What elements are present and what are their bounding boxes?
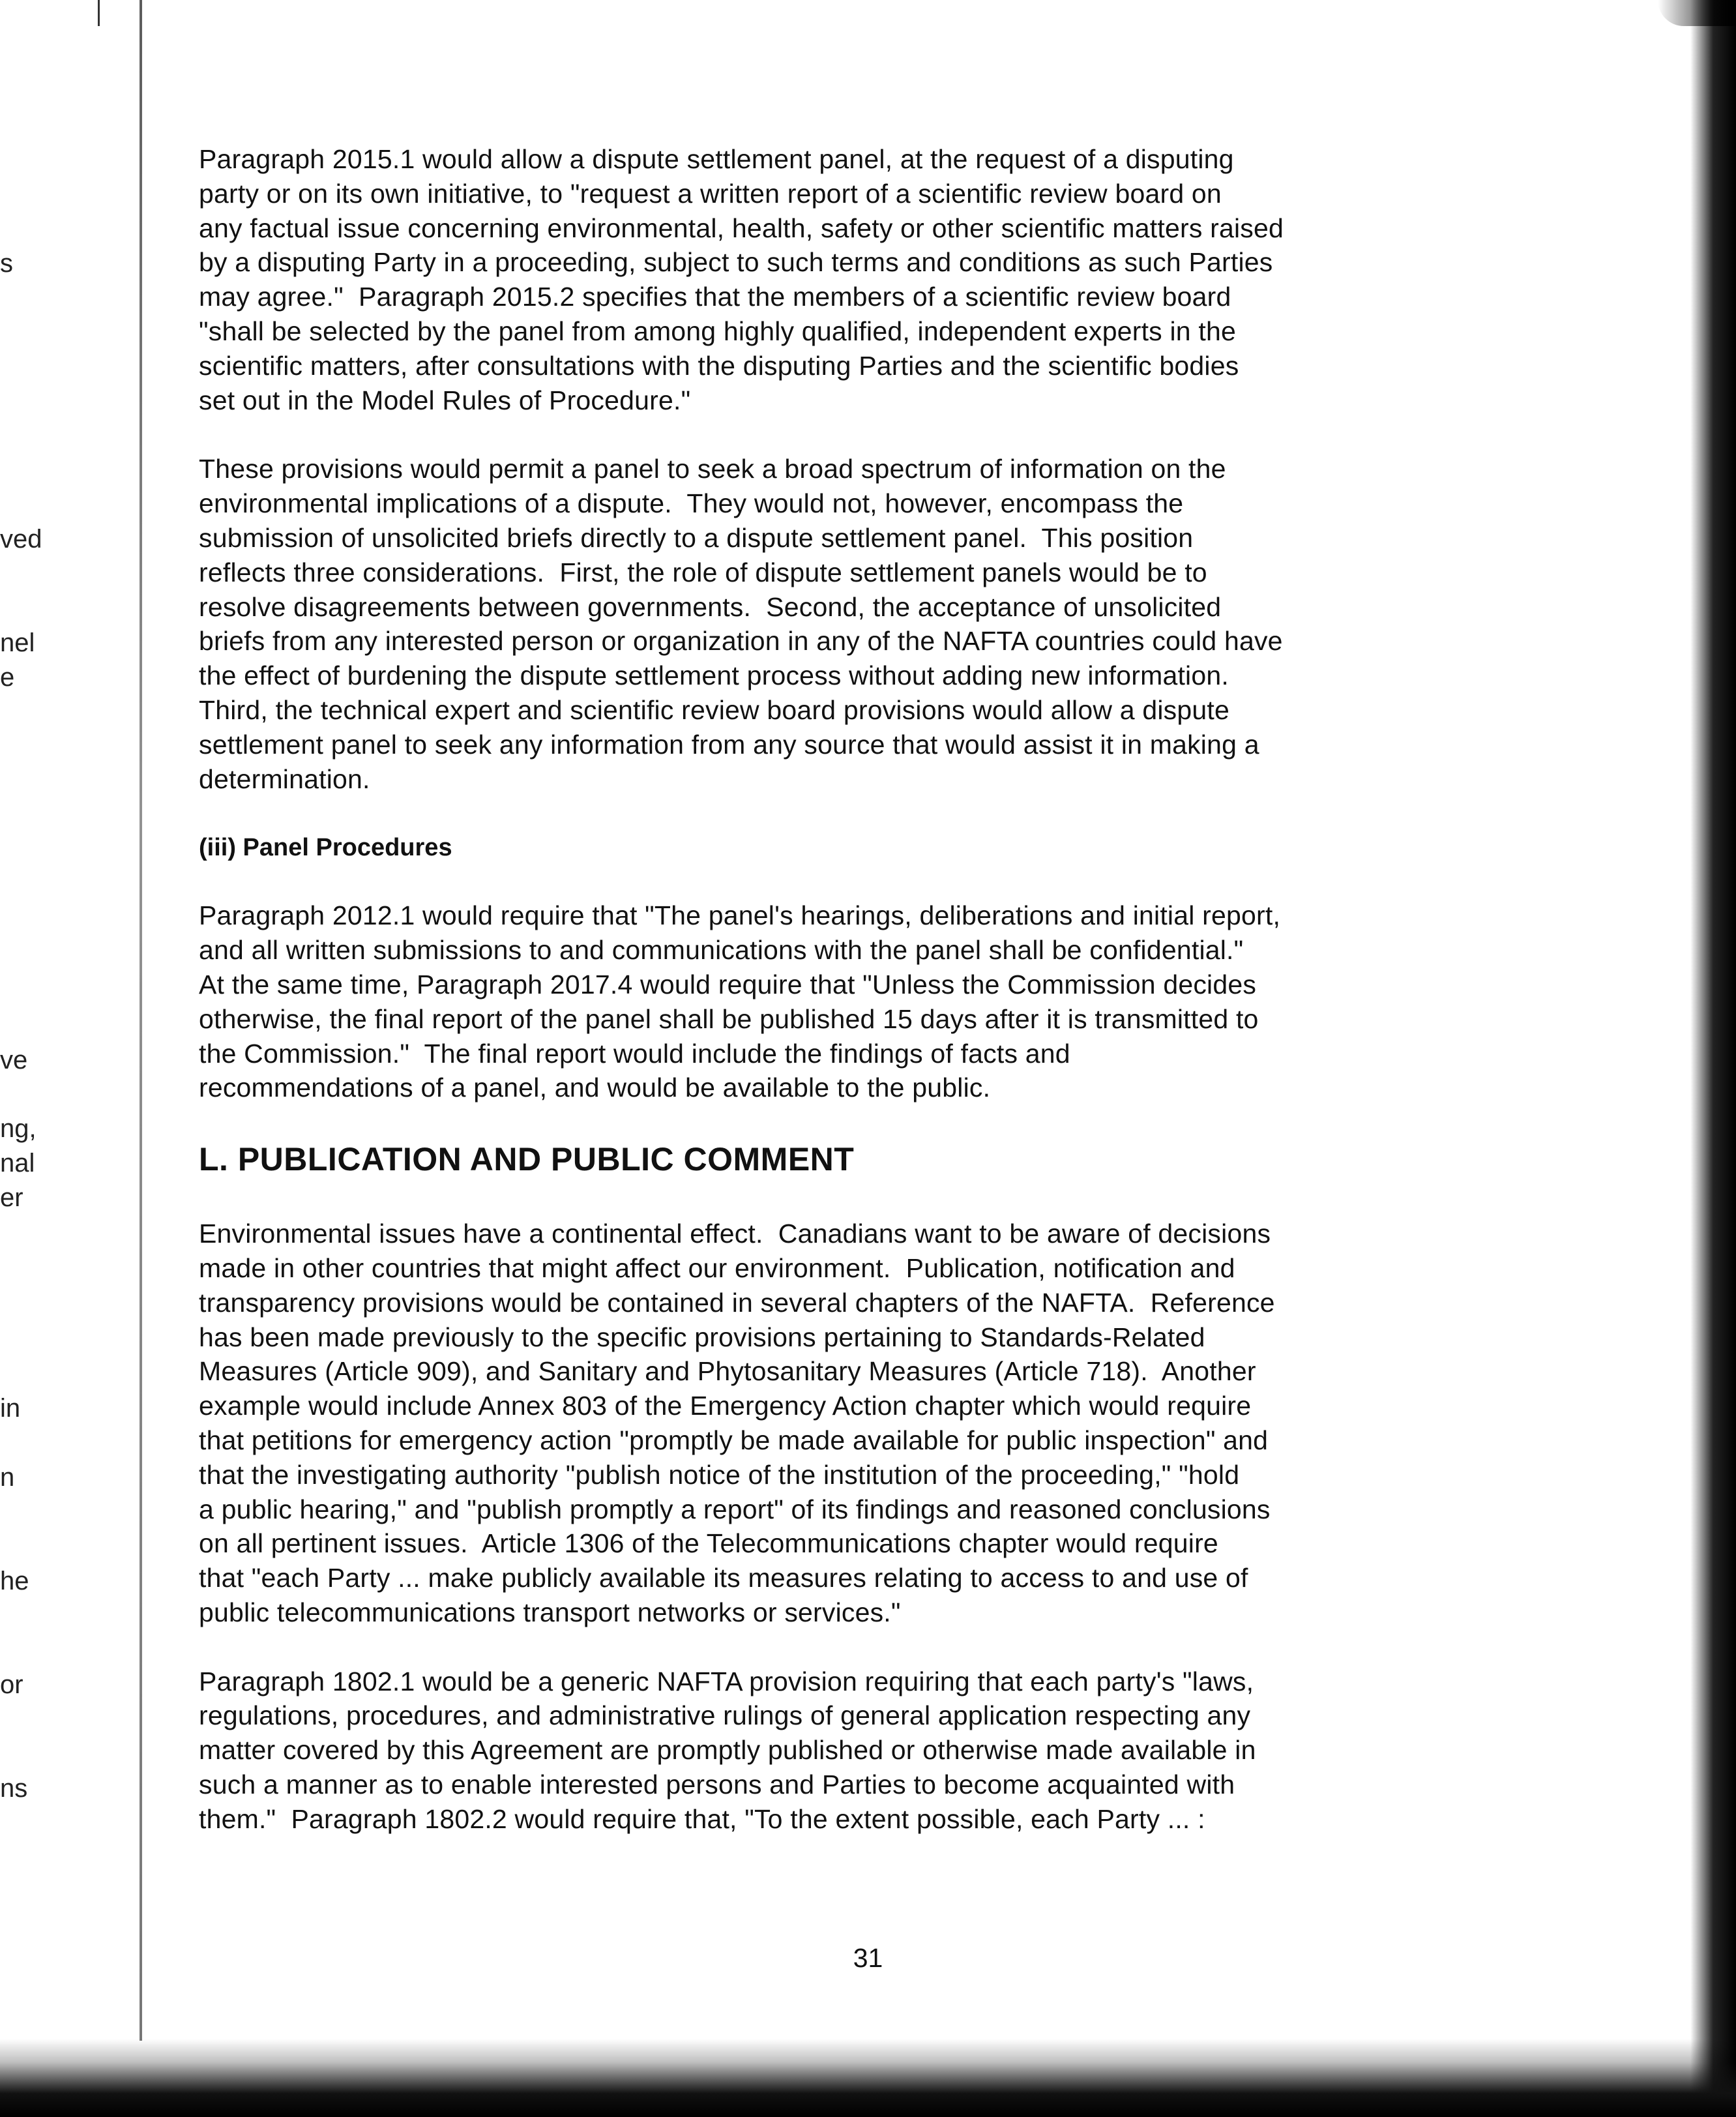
margin-fragment: nal	[0, 1149, 35, 1177]
text-line: Paragraph 2015.1 would allow a dispute settlement panel, at the request of a disputing	[199, 144, 1234, 174]
text-line: set out in the Model Rules of Procedure."	[199, 385, 691, 415]
text-line: Paragraph 2012.1 would require that "The panel's hearings, deliberations and initial report,	[199, 900, 1281, 931]
margin-fragment: he	[0, 1567, 29, 1595]
page-corner-curl	[1658, 0, 1736, 26]
page-number: 31	[853, 1943, 883, 1973]
margin-fragment: ns	[0, 1774, 28, 1803]
page-edge-shadow-bottom	[0, 2039, 1736, 2117]
text-line: Environmental issues have a continental effect. Canadians want to be aware of decisions	[199, 1219, 1271, 1249]
text-line: settlement panel to seek any information from any source that would assist it in making a	[199, 729, 1259, 760]
paragraph-continental-effect	[199, 1217, 1503, 1630]
text-line: example would include Annex 803 of the Emergency Action chapter which would require	[199, 1391, 1252, 1421]
text-line: public telecommunications transport networks or services."	[199, 1597, 901, 1627]
text-line: At the same time, Paragraph 2017.4 would require that "Unless the Commission decides	[199, 969, 1257, 999]
text-line: reflects three considerations. First, the role of dispute settlement panels would be to	[199, 557, 1207, 587]
paragraph-scientific-review-board	[199, 142, 1503, 417]
text-line: a public hearing," and "publish promptly a report" of its findings and reasoned conclusions	[199, 1494, 1271, 1524]
margin-fragment: n	[0, 1463, 15, 1492]
paragraph-generic-provision	[199, 1665, 1503, 1837]
text-line: Measures (Article 909), and Sanitary and Phytosanitary Measures (Article 718). Another	[199, 1356, 1256, 1387]
text-line: matter covered by this Agreement are promptly published or otherwise made available in	[199, 1735, 1256, 1766]
margin-fragment: or	[0, 1670, 23, 1699]
paragraph-unsolicited-briefs	[199, 452, 1503, 796]
text-line: "shall be selected by the panel from among highly qualified, independent experts in the	[199, 316, 1236, 346]
section-heading-publication: L. PUBLICATION AND PUBLIC COMMENT	[199, 1141, 855, 1178]
text-line: them." Paragraph 1802.2 would require that, "To the extent possible, each Party ... :	[199, 1803, 1205, 1834]
text-line: determination.	[199, 763, 370, 794]
text-line: recommendations of a panel, and would be available to the public.	[199, 1073, 991, 1103]
text-line: the Commission." The final report would include the findings of facts and	[199, 1038, 1070, 1069]
margin-fragment: s	[0, 249, 13, 278]
text-line: regulations, procedures, and administrative rulings of general application respecting any	[199, 1700, 1251, 1731]
text-line: such a manner as to enable interested persons and Parties to become acquainted with	[199, 1769, 1235, 1800]
text-line: any factual issue concerning environmental, health, safety or other scientific matters raised	[199, 213, 1284, 243]
text-line: Third, the technical expert and scientific review board provisions would allow a dispute	[199, 694, 1229, 725]
text-line: that the investigating authority "publish notice of the institution of the proceeding," "hold	[199, 1459, 1240, 1490]
text-line: otherwise, the final report of the panel shall be published 15 days after it is transmitted to	[199, 1003, 1259, 1034]
margin-fragment: ve	[0, 1046, 28, 1074]
text-line: submission of unsolicited briefs directly to a dispute settlement panel. This position	[199, 522, 1194, 553]
page-body	[199, 142, 1503, 1871]
text-line: These provisions would permit a panel to seek a broad spectrum of information on the	[199, 454, 1226, 484]
page-edge-shadow-right	[1690, 0, 1736, 2117]
text-line: that petitions for emergency action "promptly be made available for public inspection" and	[199, 1425, 1269, 1455]
text-line: the effect of burdening the dispute settlement process without adding new information.	[199, 660, 1229, 691]
text-line: party or on its own initiative, to "request a written report of a scientific review board on	[199, 178, 1222, 209]
margin-fragment: er	[0, 1183, 23, 1212]
margin-fragment: nel	[0, 629, 35, 657]
subheading-panel-procedures: (iii) Panel Procedures	[199, 834, 452, 862]
text-line: scientific matters, after consultations with the disputing Parties and the scientific bodies	[199, 350, 1239, 381]
text-line: Paragraph 1802.1 would be a generic NAFTA provision requiring that each party's "laws,	[199, 1666, 1254, 1696]
paragraph-panel-procedures	[199, 898, 1503, 1105]
margin-fragment: in	[0, 1394, 21, 1423]
text-line: that "each Party ... make publicly available its measures relating to access to and use of	[199, 1563, 1248, 1593]
margin-fragment: ved	[0, 525, 42, 554]
text-line: on all pertinent issues. Article 1306 of the Telecommunications chapter would require	[199, 1528, 1218, 1559]
text-line: made in other countries that might affect our environment. Publication, notification and	[199, 1252, 1235, 1283]
text-line: transparency provisions would be contained in several chapters of the NAFTA. Reference	[199, 1287, 1275, 1318]
text-line: resolve disagreements between governments. Second, the acceptance of unsolicited	[199, 591, 1222, 622]
text-line: briefs from any interested person or organization in any of the NAFTA countries could have	[199, 626, 1283, 657]
text-line: has been made previously to the specific provisions pertaining to Standards-Related	[199, 1322, 1205, 1352]
binding-gutter-line	[140, 0, 142, 2041]
text-line: by a disputing Party in a proceeding, subject to such terms and conditions as such Parties	[199, 247, 1273, 278]
scan-mark	[98, 0, 100, 26]
margin-fragment: e	[0, 663, 15, 692]
text-line: and all written submissions to and communications with the panel shall be confidential."	[199, 935, 1244, 966]
text-line: environmental implications of a dispute. They would not, however, encompass the	[199, 488, 1184, 519]
text-line: may agree." Paragraph 2015.2 specifies that the members of a scientific review board	[199, 282, 1231, 312]
margin-fragment: ng,	[0, 1114, 37, 1143]
